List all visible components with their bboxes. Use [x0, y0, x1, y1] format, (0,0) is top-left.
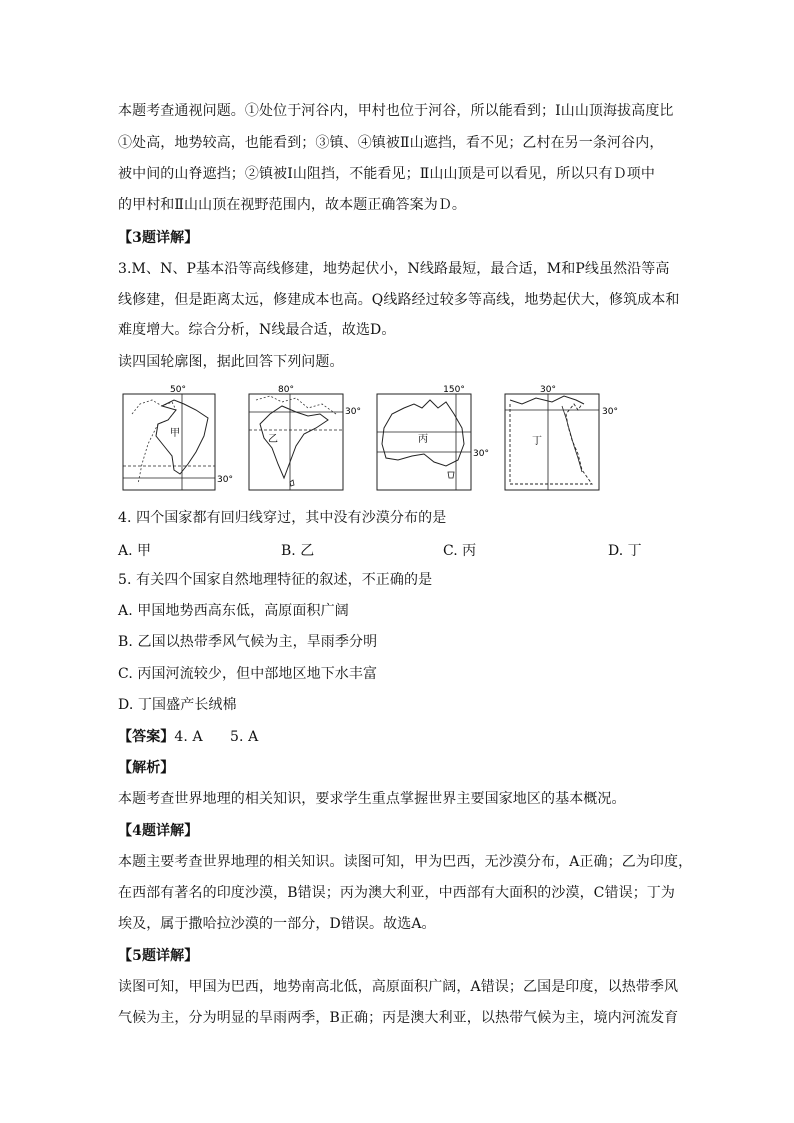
explanation-line: 的甲村和Ⅱ山山顶在视野范围内，故本题正确答案为Ｄ。 — [118, 197, 467, 213]
q5-heading: 【5题详解】 — [118, 948, 199, 964]
neighbor-border — [132, 400, 176, 484]
sri-lanka-outline — [290, 480, 294, 486]
map-frame — [505, 394, 599, 490]
q5-option-a: A. 甲国地势西高东低，高原面积广阔 — [118, 603, 349, 619]
map-yi — [246, 384, 368, 496]
q5-stem: 5. 有关四个国家自然地理特征的叙述，不正确的是 — [118, 572, 433, 588]
q3-heading: 【3题详解】 — [118, 230, 199, 246]
q5-option-c: C. 丙国河流较少，但中部地区地下水丰富 — [118, 666, 378, 682]
q3-detail-line: 难度增大。综合分析，N线最合适，故选D。 — [118, 322, 396, 338]
q5-option-d: D. 丁国盛产长绒棉 — [118, 697, 237, 713]
nile-river — [562, 406, 582, 472]
q4-detail-line: 本题主要考查世界地理的相关知识。读图可知，甲为巴西，无沙漠分布，A正确；乙为印度， — [118, 854, 693, 870]
q5-detail-line: 读图可知，甲国为巴西，地势南高北低，高原面积广阔，A错误；乙国是印度，以热带季风 — [118, 979, 679, 995]
q3-detail-line: 线修建，但是距离太远，修建成本也高。Q线路经过较多等高线，地势起伏大，修筑成本和 — [118, 292, 680, 308]
map-top-label: 150° — [443, 385, 465, 395]
explanation-line: ①处高，地势较高，也能看到；③镇、④镇被Ⅱ山遮挡，看不见；乙村在另一条河谷内， — [118, 135, 664, 151]
map-side-label: 30° — [602, 407, 618, 417]
country-name: 甲 — [170, 428, 180, 439]
q4-option-c: C. 丙 — [443, 543, 477, 559]
map-bing — [374, 384, 496, 496]
q4-heading: 【4题详解】 — [118, 823, 199, 839]
map-side-label: 30° — [473, 449, 489, 459]
q4-option-a: A. 甲 — [118, 543, 152, 559]
tasmania-outline — [448, 472, 454, 478]
country-name: 丙 — [418, 434, 428, 445]
q4-detail-line: 在西部有著名的印度沙漠，B错误；丙为澳大利亚，中西部有大面积的沙漠，C错误；丁为 — [118, 885, 675, 901]
analysis-text: 本题考查世界地理的相关知识，要求学生重点掌握世界主要国家地区的基本概况。 — [118, 791, 626, 807]
map-top-label: 80° — [278, 385, 294, 395]
map-top-label: 30° — [540, 385, 556, 395]
neighbor-border — [256, 396, 336, 414]
q4-option-b: B. 乙 — [281, 543, 315, 559]
map-ding — [502, 384, 628, 496]
map-jia — [118, 384, 240, 496]
answer-label: 【答案】 — [118, 729, 175, 745]
q5-detail-line: 气候为主，分为明显的旱雨两季，B正确；丙是澳大利亚，以热带气候为主，境内河流发育 — [118, 1010, 679, 1026]
country-name: 丁 — [532, 436, 542, 447]
country-name: 乙 — [268, 434, 278, 445]
map-top-label: 50° — [170, 385, 186, 395]
explanation-line: 本题考查通视问题。①处位于河谷内，甲村也位于河谷，所以能看到；Ⅰ山山顶海拔高度比 — [118, 103, 674, 119]
q3-detail-line: 3.M、N、P基本沿等高线修建，地势起伏小，N线路最短，最合适，M和P线虽然沿等高 — [118, 261, 670, 277]
map-side-label: 30° — [217, 475, 233, 485]
reading-prompt: 读四国轮廓图，据此回答下列问题。 — [118, 354, 344, 370]
answer-text: 4. A 5. A — [174, 729, 259, 745]
map-side-label: 30° — [345, 407, 361, 417]
explanation-line: 被中间的山脊遮挡；②镇被Ⅰ山阻挡，不能看见；Ⅱ山山顶是可以看见，所以只有Ｄ项中 — [118, 166, 655, 182]
country-outline — [382, 400, 464, 466]
q4-option-d: D. 丁 — [608, 543, 642, 559]
answer-line — [118, 727, 258, 747]
analysis-heading: 【解析】 — [118, 760, 175, 776]
q4-options — [118, 538, 678, 560]
coastline — [510, 396, 584, 404]
q4-stem: 4. 四个国家都有回归线穿过，其中没有沙漠分布的是 — [118, 510, 447, 526]
map-frame — [249, 394, 343, 490]
q4-detail-line: 埃及，属于撒哈拉沙漠的一部分，D错误。故选A。 — [118, 916, 436, 932]
country-outline — [510, 404, 592, 484]
q5-option-b: B. 乙国以热带季风气候为主，旱雨季分明 — [118, 634, 378, 650]
